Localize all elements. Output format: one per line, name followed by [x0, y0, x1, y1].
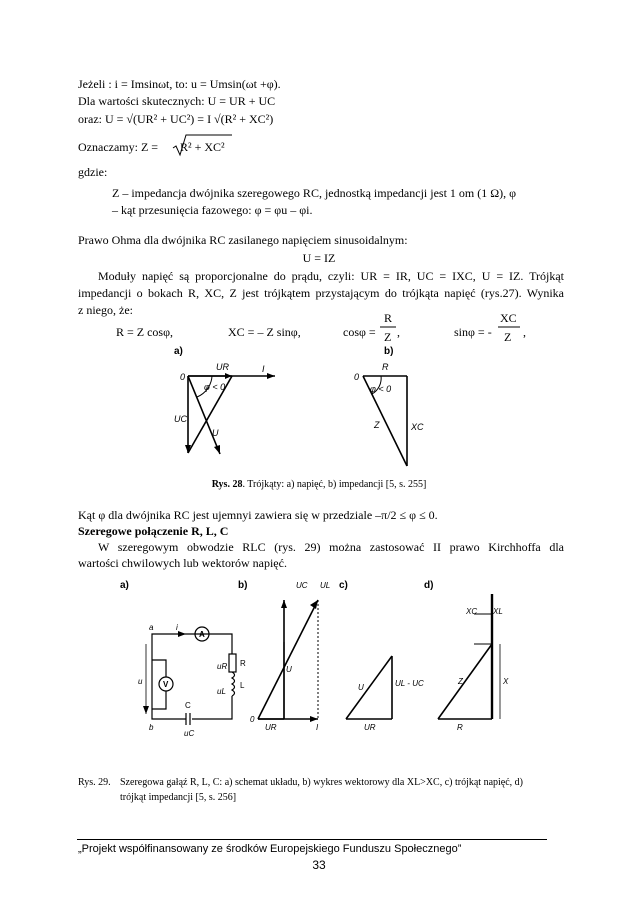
formula-cos-numerator: R	[384, 311, 393, 325]
fig29-voltmeter-label: V	[163, 680, 169, 689]
fig29-caption-number: Rys. 29.	[78, 777, 111, 788]
resistor	[229, 654, 236, 672]
paragraph-moduli-line1: Moduły napięć są proporcjonalne do prądu, czyli: UR = IR, UC = IXC, U = IZ. Trójkąt	[98, 269, 564, 283]
fig29-d-label-x: X	[503, 677, 509, 686]
fig29-d-z-side	[438, 644, 492, 719]
line-current-equation: Jeżeli : i = Imsinωt, to: u = Umsin(ωt +φ).	[78, 77, 281, 91]
fig29-node-a: a	[149, 623, 154, 632]
formula-xc: XC = – Z sinφ,	[228, 325, 301, 339]
fig29-d-label-xc: XC	[466, 607, 478, 616]
fig29-label-ul-circuit: uL	[217, 687, 226, 696]
line-impedance-label: Oznaczamy: Z =	[78, 140, 159, 154]
fig28-label-a: a)	[174, 346, 183, 357]
fig29-label-c: c)	[339, 580, 348, 591]
figure-28	[150, 342, 480, 472]
formula-cos: cosφ =	[343, 325, 376, 339]
page-number: 33	[312, 858, 326, 872]
fig29-c-label-ul-uc: UL - UC	[395, 679, 424, 688]
fig29-label-ur-circuit: uR	[217, 662, 228, 671]
fig28-label-uc: UC	[174, 414, 187, 424]
fig28-label-ur: UR	[216, 362, 229, 372]
fig28-label-phi-b: φ < 0	[370, 384, 392, 394]
fig29-d-label-r: R	[457, 723, 463, 732]
fraction-bar-sin	[498, 326, 520, 328]
footer-text: „Projekt współfinansowany ze środków Europejskiego Funduszu Społecznego”	[78, 843, 462, 855]
line-angle-range: Kąt φ dla dwójnika RC jest ujemnyi zawiera się w przedziale –π/2 ≤ φ ≤ 0.	[78, 508, 438, 522]
fig29-caption-line2: trójkąt impedancji [5, s. 256]	[120, 792, 237, 803]
fig29-label-u: U	[286, 665, 292, 674]
fig28-label-zero-b: 0	[354, 372, 360, 382]
figure-29	[120, 574, 520, 750]
fig29-label-ur: UR	[265, 723, 277, 732]
fig29-label-a: a)	[120, 580, 129, 591]
fig29-node-b: b	[149, 723, 154, 732]
definition-phase-angle: – kąt przesunięcia fazowego: φ = φu – φi.	[112, 203, 313, 217]
fig29-d-label-xl: XL	[493, 607, 503, 616]
fig28-caption-number: Rys. 28	[211, 479, 243, 490]
formula-r: R = Z cosφ,	[116, 325, 174, 339]
fig29-u-vector	[258, 600, 318, 719]
fig28-arrow-i	[267, 373, 275, 379]
fig29-label-b: b)	[238, 580, 248, 591]
formula-cos-denominator: Z	[384, 330, 392, 344]
fig29-label-zero: 0	[250, 715, 255, 724]
fig28-label-phi: φ < 0	[204, 382, 226, 392]
fig28-caption-text: . Trójkąty: a) napięć, b) impedancji [5, s. 255]	[242, 479, 427, 490]
fig29-label-d: d)	[424, 580, 434, 591]
fig29-ammeter-label: A	[199, 630, 205, 639]
formula-sin-comma: ,	[523, 325, 526, 339]
ohm-law-equation: U = IZ	[302, 251, 336, 265]
fig29-caption-line1: Szeregowa gałąź R, L, C: a) schemat układu, b) wykres wektorowy dla XL>XC, c) trójkąt napięć, d)	[120, 777, 524, 788]
paragraph-moduli-line3: z niego, że:	[78, 303, 133, 317]
formula-sin: sinφ = -	[454, 325, 492, 339]
fig28-label-xc: XC	[411, 422, 424, 432]
line-voltage-formula: oraz: U = √(UR² + UC²) = I √(R² + XC²)	[78, 112, 274, 126]
definition-impedance: Z – impedancja dwójnika szeregowego RC, jednostką impedancji jest 1 om (1 Ω), φ	[112, 186, 517, 200]
fig29-inductor-label: L	[240, 681, 245, 690]
fig29-c-u-side	[346, 656, 392, 719]
section-title-rlc: Szeregowe połączenie R, L, C	[78, 524, 229, 538]
formula-sin-numerator: XC	[500, 311, 517, 325]
fig29-d-label-z: Z	[458, 677, 463, 686]
formula-cos-comma: ,	[397, 325, 400, 339]
fig29-label-i-circuit: i	[176, 623, 178, 632]
fig29-label-uc: UC	[296, 581, 308, 590]
fraction-bar-cos	[380, 326, 396, 328]
fig28-label-r: R	[382, 362, 389, 372]
paragraph-rlc-line2: wartości chwilowych lub wektorów napięć.	[78, 556, 287, 570]
fig28-label-b: b)	[384, 346, 394, 357]
fig28-label-zero: 0	[180, 372, 186, 382]
line-impedance-radicand: R² + XC²	[180, 140, 225, 154]
fig29-circuit	[146, 627, 236, 725]
fig28-arrow-u	[214, 445, 220, 454]
paragraph-rlc-line1: W szeregowym obwodzie RLC (rys. 29) można zastosować II prawo Kirchhoffa dla	[98, 540, 564, 554]
fig29-c-label-u: U	[358, 683, 364, 692]
paragraph-moduli-line2: impedancji o bokach R, XC, Z jest trójkątem przystającym do trójkąta napięć (rys.27). Wynika	[78, 286, 564, 300]
fig29-c-label-ur: UR	[364, 723, 376, 732]
fig28-caption	[0, 478, 638, 492]
fig29-resistor-label: R	[240, 659, 246, 668]
fig29-label-u-circuit: u	[138, 677, 143, 686]
fig29-label-i: I	[316, 723, 319, 732]
fig28-label-i: I	[262, 364, 265, 374]
fig29-label-uc-circuit: uC	[184, 729, 195, 738]
label-gdzie: gdzie:	[78, 165, 108, 179]
formula-sin-denominator: Z	[504, 330, 512, 344]
footer-rule	[77, 839, 547, 840]
fig28-label-z: Z	[374, 420, 380, 430]
ohm-law-title: Prawo Ohma dla dwójnika RC zasilanego napięciem sinusoidalnym:	[78, 233, 408, 247]
fig29-label-ul: UL	[320, 581, 331, 590]
inductor	[232, 672, 235, 696]
fig29-capacitor-label: C	[185, 701, 191, 710]
fig28-label-u: U	[212, 428, 219, 438]
line-effective-values: Dla wartości skutecznych: U = UR + UC	[78, 94, 276, 108]
